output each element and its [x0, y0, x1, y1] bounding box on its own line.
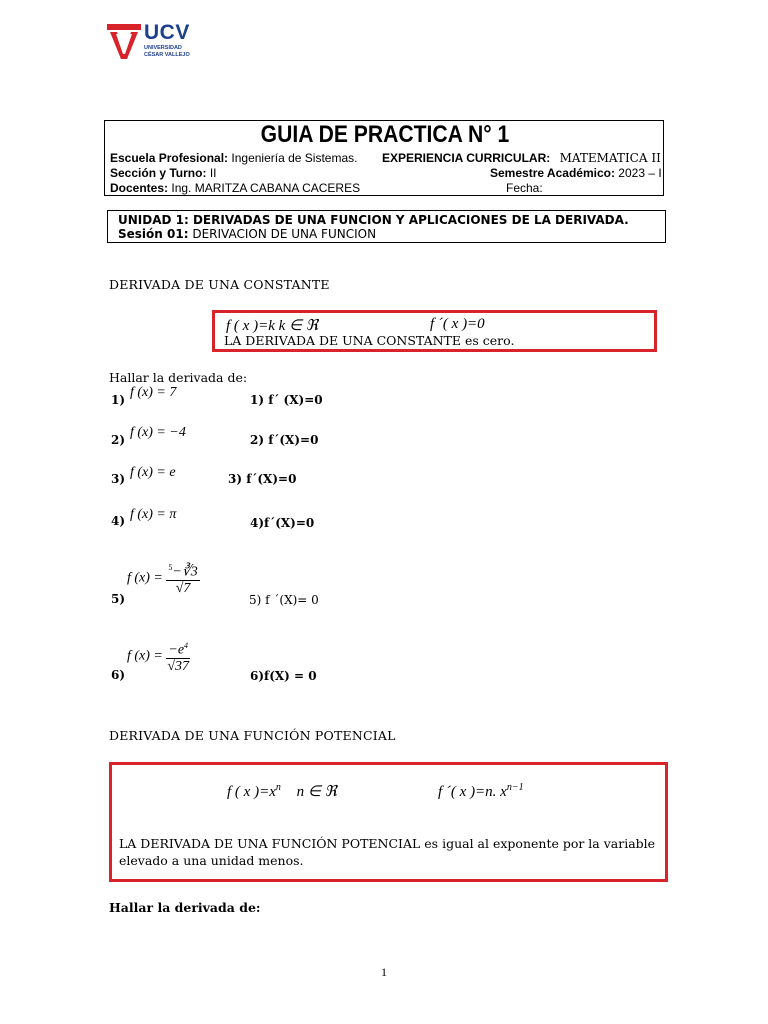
section-label: Sección y Turno:: [110, 166, 207, 180]
exercise-function-fraction: [127, 560, 200, 597]
exercise-answer: 3) f´(X)=0: [228, 472, 297, 486]
power-rule-box: [109, 762, 668, 882]
power-formula-df-exponent: n−1: [506, 782, 524, 793]
ucv-logo-icon: [107, 22, 141, 60]
exercise-answer: 2) f´(X)=0: [250, 433, 319, 447]
fraction: [166, 638, 190, 675]
unit-box: [107, 210, 666, 243]
fraction-denominator: √7: [175, 580, 191, 596]
exercise-answer: 1) f´ (X)=0: [250, 393, 323, 407]
fraction-denominator: √37: [167, 658, 190, 674]
teacher-row: [110, 181, 360, 195]
page-title: GUIA DE PRACTICA N° 1: [260, 121, 510, 148]
section-value: II: [209, 166, 217, 180]
section-title-power: DERIVADA DE UNA FUNCIÓN POTENCIAL: [109, 728, 396, 743]
school-row: [110, 151, 357, 165]
date-label: Fecha:: [506, 181, 543, 195]
numerator-exponent: 4: [184, 641, 189, 650]
logo-brand: UCV: [144, 21, 190, 44]
teacher-label: Docentes:: [110, 181, 169, 195]
semester-label: Semestre Académico:: [490, 166, 615, 180]
power-formula-f: [227, 782, 337, 801]
root-index: 5: [168, 563, 173, 572]
exercise-function-fraction: [127, 638, 190, 675]
session-value: DERIVACION DE UNA FUNCION: [192, 227, 377, 241]
course-value: MATEMATICA II: [559, 151, 661, 165]
university-logo: [107, 21, 190, 62]
power-rule-text: [119, 835, 664, 869]
exercise-number: 2): [111, 433, 126, 447]
power-formula-df: [438, 782, 524, 801]
exercise-number: 3): [111, 472, 126, 486]
fraction: [166, 560, 199, 597]
exercise-number: 1): [111, 393, 126, 407]
exercise-function: f (x) = e: [130, 465, 176, 480]
numerator-value: −∛3: [172, 564, 198, 580]
course-label: EXPERIENCIA CURRICULAR:: [382, 151, 551, 165]
section-title-constant: DERIVADA DE UNA CONSTANTE: [109, 277, 330, 292]
session-row: [118, 227, 665, 241]
numerator-value: −e: [168, 642, 185, 658]
exercise-answer: 5) f ´(X)= 0: [249, 593, 319, 607]
constant-formula-df: f ´( x )=0: [430, 316, 485, 332]
exercise-function: f (x) = −4: [130, 425, 186, 440]
constant-rule-bold: LA DERIVADA DE UNA CONSTANTE: [224, 333, 462, 348]
power-formula-f-base: f ( x )=x: [227, 784, 276, 800]
exercise-number: 5): [111, 592, 126, 606]
exercise-answer: 4)f´(X)=0: [250, 516, 315, 530]
constant-rule-text: [224, 333, 514, 348]
date-row: [506, 181, 543, 195]
exercise-answer: 6)f(X) = 0: [250, 669, 317, 683]
section-row: [110, 166, 216, 180]
constant-rule-rest: es cero.: [461, 333, 515, 348]
exercise-function: f (x) = π: [130, 507, 177, 522]
logo-line-2: CÉSAR VALLEJO: [144, 52, 190, 58]
power-rule-bold: LA DERIVADA DE UNA FUNCIÓN POTENCIAL: [119, 836, 421, 851]
school-value: Ingeniería de Sistemas.: [231, 151, 358, 165]
exercise-number: 6): [111, 668, 126, 682]
semester-row: [490, 166, 662, 180]
exercise-number: 4): [111, 514, 126, 528]
teacher-value: Ing. MARITZA CABANA CACERES: [171, 181, 361, 195]
fraction-numerator: [166, 638, 190, 659]
fraction-lhs: f (x) =: [127, 648, 163, 664]
exercise-function: f (x) = 7: [130, 385, 177, 400]
fraction-numerator: [166, 560, 199, 581]
logo-line-1: UNIVERSIDAD: [144, 45, 182, 51]
constant-rule-box: [212, 310, 657, 352]
page-number: 1: [381, 965, 387, 979]
power-formula-f-exponent: n: [275, 782, 281, 793]
exercise-prompt-1: Hallar la derivada de:: [109, 370, 248, 385]
header-box: [104, 120, 664, 196]
power-formula-domain: n ∈ ℜ: [296, 784, 337, 800]
power-rule-rest: es igual al exponente por la variable elevado a una unidad menos.: [119, 836, 656, 868]
power-formula-df-base: f ´( x )=n. x: [438, 784, 507, 800]
course-row: [382, 151, 661, 165]
semester-value: 2023 – I: [618, 166, 662, 180]
session-label: Sesión 01:: [118, 227, 189, 241]
fraction-lhs: f (x) =: [127, 570, 163, 586]
exercise-prompt-2: Hallar la derivada de:: [109, 900, 261, 915]
constant-formula-f: f ( x )=k k ∈ ℜ: [226, 318, 319, 334]
unit-title: UNIDAD 1: DERIVADAS DE UNA FUNCION Y APLICACIONES DE LA DERIVADA.: [118, 213, 629, 227]
school-label: Escuela Profesional:: [110, 151, 229, 165]
